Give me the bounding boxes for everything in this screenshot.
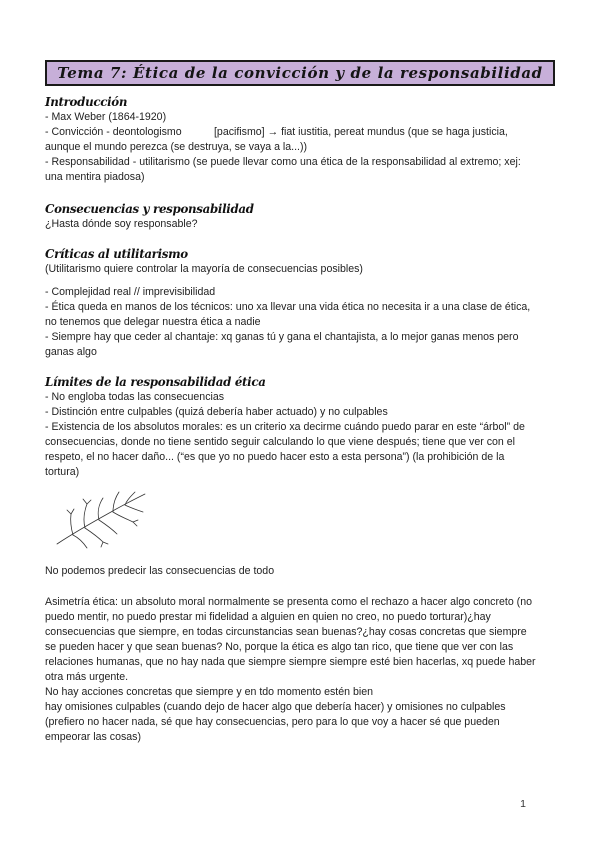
- heading-consecuencias: Consecuencias y responsabilidad: [45, 202, 254, 216]
- heading-introduccion: Introducción: [45, 95, 128, 109]
- heading-limites: Límites de la responsabilidad ética: [45, 375, 266, 389]
- title-banner: [45, 60, 555, 86]
- page-title: Tema 7: Ética de la convicción y de la responsabilidad: [57, 64, 543, 82]
- limites-line: - Distinción entre culpables (quizá debería haber actuado) y no culpables: [45, 406, 388, 418]
- asimetria-line: consecuencias que siempre, en todas circunstancias sean buenas?¿hay cosas concretas que siempre: [45, 626, 527, 638]
- criticas-line: - Siempre hay que ceder al chantaje: xq ganas tú y gana el chantajista, a lo mejor ganas menos pero: [45, 331, 519, 343]
- page-number: 1: [520, 798, 526, 810]
- asimetria-line: puedo mentir, no puedo prestar mi fidelidad a alguien en quien no creo, no puedo torturar)¿hay: [45, 611, 491, 623]
- heading-criticas: Críticas al utilitarismo: [45, 247, 188, 261]
- limites-line: - Existencia de los absolutos morales: es un criterio xa decirme cuándo puedo parar en este “árbol” de: [45, 421, 525, 433]
- criticas-line: no tenemos que delegar nuestra ética a nadie: [45, 316, 261, 328]
- intro-line: - Responsabilidad - utilitarismo (se puede llevar como una ética de la responsabilidad al extremo; xej:: [45, 156, 521, 168]
- asimetria-line: Asimetría ética: un absoluto moral normalmente se presenta como el rechazo a hacer algo concreto (no: [45, 596, 532, 608]
- intro-line: una mentira piadosa): [45, 171, 145, 183]
- document-body: [45, 94, 560, 745]
- consecuencias-line: ¿Hasta dónde soy responsable?: [45, 218, 198, 230]
- limites-line: respeto, el no hacer daño... (“es que yo no puedo hacer esto a esta persona”) (la prohibición de la: [45, 451, 505, 463]
- limites-line: - No engloba todas las consecuencias: [45, 391, 225, 403]
- consequence-tree-sketch-icon: [45, 480, 560, 564]
- intro-line: aunque el mundo perezca (se destruya, se vaya a la...)): [45, 141, 308, 153]
- limites-line: consecuencias, donde no tiene sentido seguir calculando lo que viene después; tiene que ver con el: [45, 436, 515, 448]
- intro-line: - Max Weber (1864-1920): [45, 111, 167, 123]
- criticas-intro: (Utilitarismo quiere controlar la mayoría de consecuencias posibles): [45, 263, 363, 275]
- limites-line: tortura): [45, 466, 80, 478]
- intro-line: - Convicción - deontologismo [pacifismo] → fiat iustitia, pereat mundus (que se haga justicia,: [45, 126, 508, 138]
- asimetria-line: empeorar las cosas): [45, 731, 141, 743]
- asimetria-line: hay omisiones culpables (cuando dejo de hacer algo que debería hacer) y omisiones no culpables: [45, 701, 506, 713]
- asimetria-line: (prefiero no hacer nada, sé que hay consecuencias, pero para lo que voy a hacer sé que pueden: [45, 716, 500, 728]
- criticas-line: - Ética queda en manos de los técnicos: uno xa llevar una vida ética no necesita ir a una clase de ética,: [45, 301, 531, 313]
- criticas-line: - Complejidad real // imprevisibilidad: [45, 286, 216, 298]
- asimetria-line: relaciones humanas, que no hay nada que siempre siempre siempre esté bien hacerlas, xq puede haber: [45, 656, 536, 668]
- asimetria-line: otra más urgente.: [45, 671, 129, 683]
- asimetria-line: se pueden hacer y que sean buenas? No, porque la ética es algo tan rico, que tiene que ver con las: [45, 641, 514, 653]
- criticas-line: ganas algo: [45, 346, 97, 358]
- asimetria-line: No hay acciones concretas que siempre y en tdo momento estén bien: [45, 686, 374, 698]
- closing-statement: No podemos predecir las consecuencias de todo: [45, 565, 275, 577]
